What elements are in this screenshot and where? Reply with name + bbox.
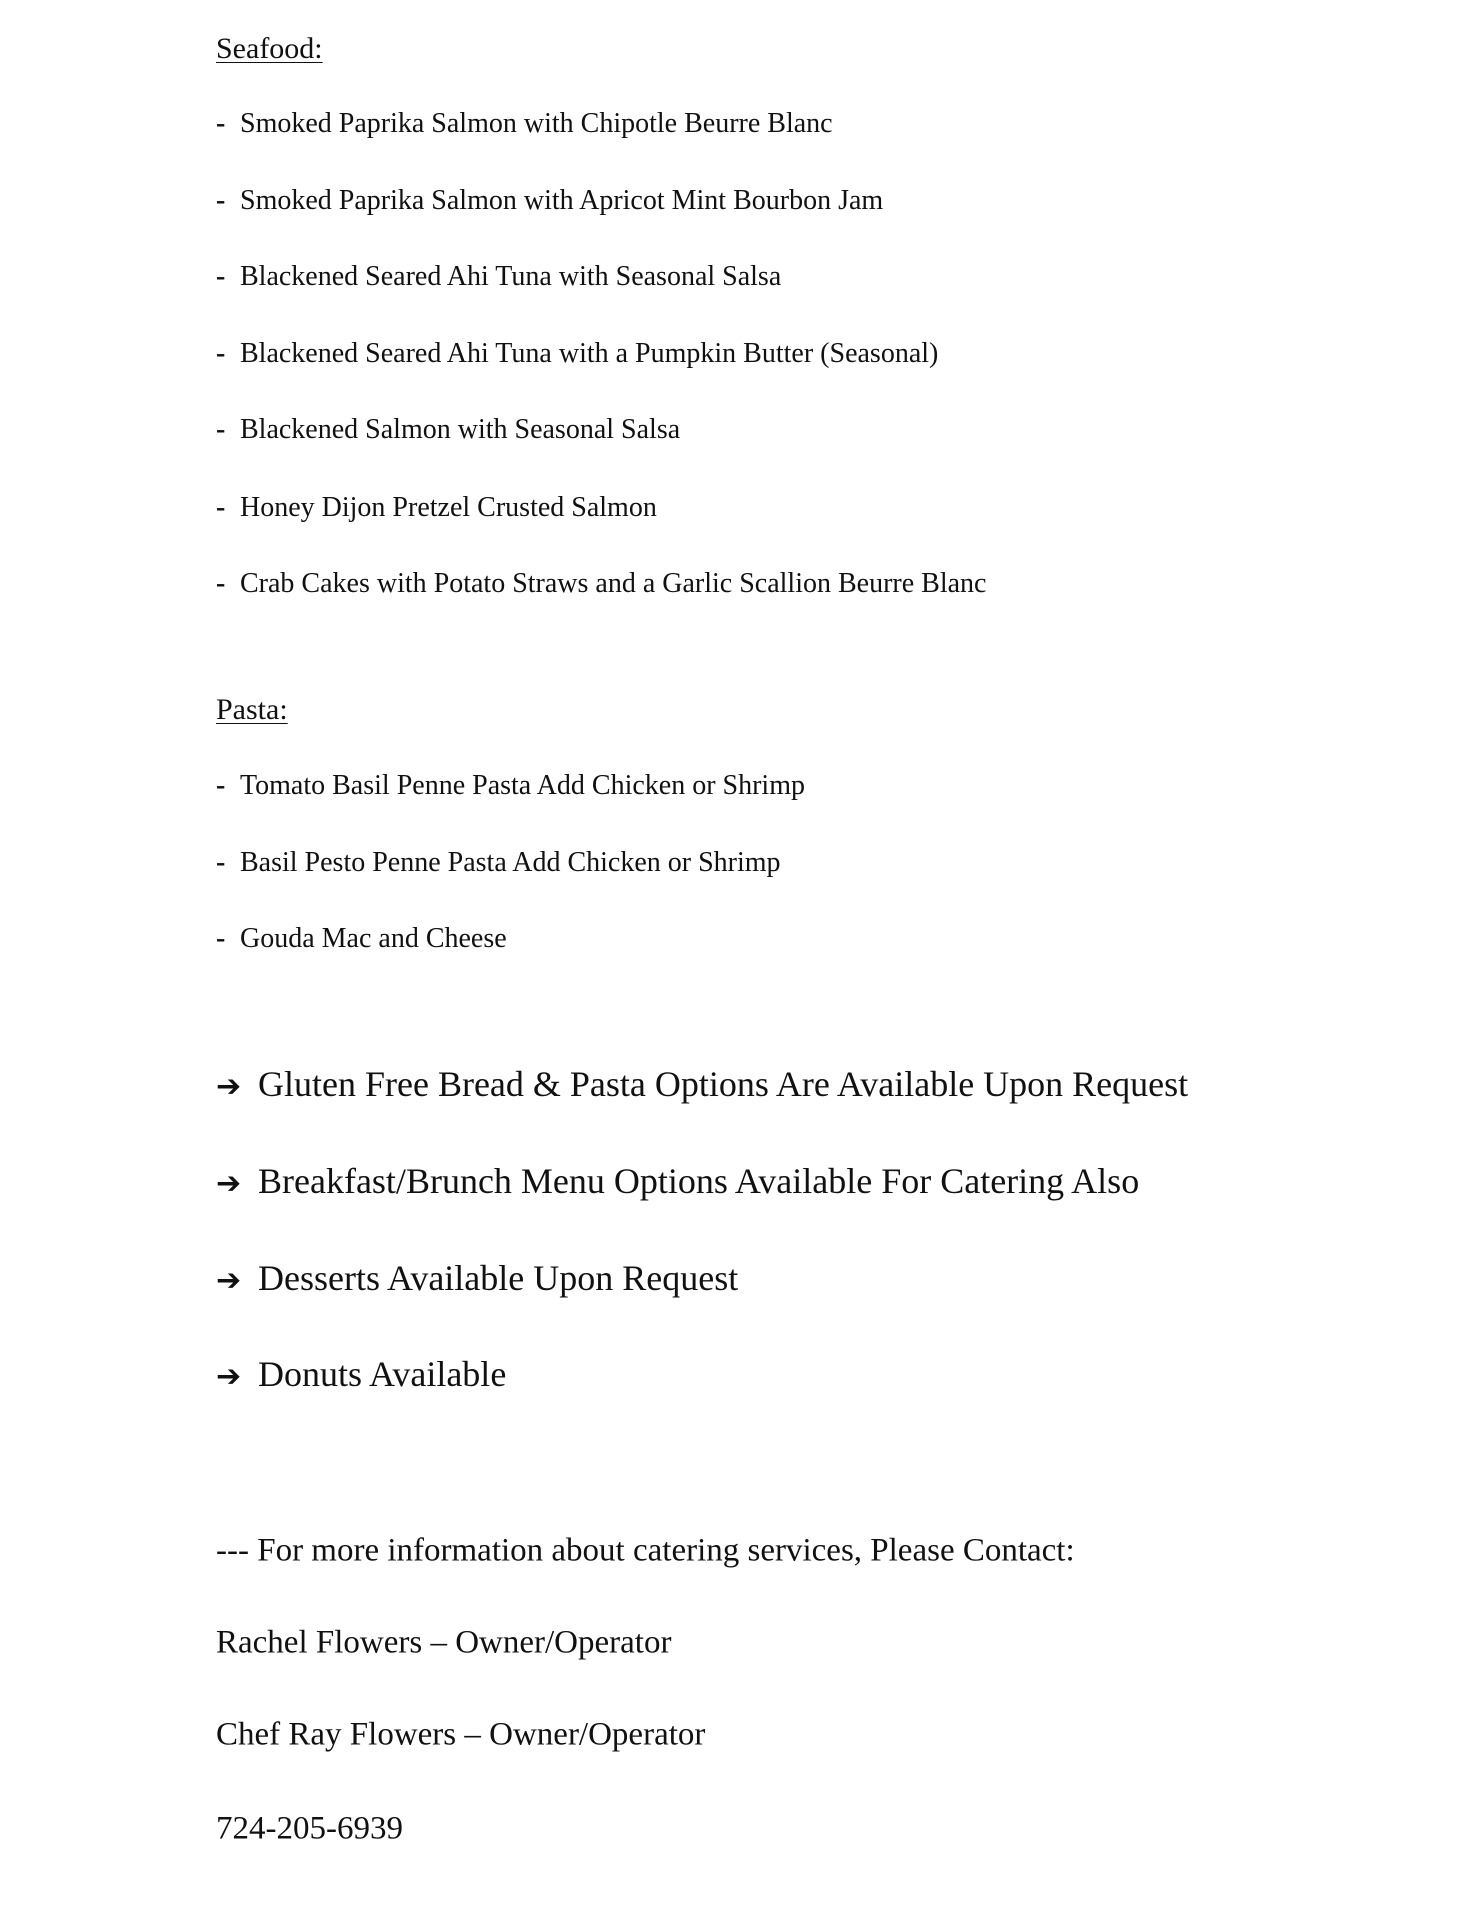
item-text: Smoked Paprika Salmon with Apricot Mint Bourbon Jam — [240, 185, 884, 216]
dash-bullet: - — [216, 492, 226, 523]
dash-bullet: - — [216, 923, 226, 954]
contact-phone: 724-205-6939 — [216, 1810, 403, 1847]
menu-item — [216, 849, 781, 877]
pasta-heading: Pasta: — [216, 693, 288, 726]
menu-item — [216, 187, 883, 215]
menu-item — [216, 110, 833, 138]
contact-person: Chef Ray Flowers – Owner/Operator — [216, 1716, 706, 1753]
seafood-heading: Seafood: — [216, 32, 323, 65]
menu-item — [216, 925, 507, 953]
item-text: Tomato Basil Penne Pasta Add Chicken or Shrimp — [240, 770, 805, 801]
contact-intro: --- For more information about catering services, Please Contact: — [216, 1532, 1075, 1569]
menu-item — [216, 494, 657, 522]
menu-item — [216, 340, 938, 368]
dash-bullet: - — [216, 847, 226, 878]
note — [216, 1260, 738, 1296]
item-text: Smoked Paprika Salmon with Chipotle Beurre Blanc — [240, 108, 833, 139]
note — [216, 1356, 506, 1392]
note-text: Desserts Available Upon Request — [258, 1258, 739, 1298]
item-text: Blackened Seared Ahi Tuna with Seasonal Salsa — [240, 261, 782, 292]
menu-item — [216, 772, 805, 800]
dash-bullet: - — [216, 261, 226, 292]
menu-item — [216, 416, 680, 444]
menu-item — [216, 263, 781, 291]
dash-bullet: - — [216, 338, 226, 369]
item-text: Basil Pesto Penne Pasta Add Chicken or Shrimp — [240, 847, 781, 878]
note-text: Breakfast/Brunch Menu Options Available For Catering Also — [258, 1161, 1140, 1201]
dash-bullet: - — [216, 568, 226, 599]
note-text: Gluten Free Bread & Pasta Options Are Available Upon Request — [258, 1064, 1189, 1104]
item-text: Gouda Mac and Cheese — [240, 923, 507, 954]
note — [216, 1066, 1188, 1102]
arrow-right-icon: ➔ — [216, 1069, 242, 1104]
note-text: Donuts Available — [258, 1354, 507, 1394]
item-text: Crab Cakes with Potato Straws and a Garlic Scallion Beurre Blanc — [240, 568, 987, 599]
note — [216, 1163, 1139, 1199]
item-text: Blackened Salmon with Seasonal Salsa — [240, 414, 681, 445]
dash-bullet: - — [216, 770, 226, 801]
arrow-right-icon: ➔ — [216, 1359, 242, 1394]
dash-bullet: - — [216, 185, 226, 216]
menu-item — [216, 570, 986, 598]
item-text: Blackened Seared Ahi Tuna with a Pumpkin Butter (Seasonal) — [240, 338, 939, 369]
item-text: Honey Dijon Pretzel Crusted Salmon — [240, 492, 657, 523]
arrow-right-icon: ➔ — [216, 1263, 242, 1298]
contact-person: Rachel Flowers – Owner/Operator — [216, 1624, 672, 1661]
dash-bullet: - — [216, 108, 226, 139]
arrow-right-icon: ➔ — [216, 1166, 242, 1201]
dash-bullet: - — [216, 414, 226, 445]
